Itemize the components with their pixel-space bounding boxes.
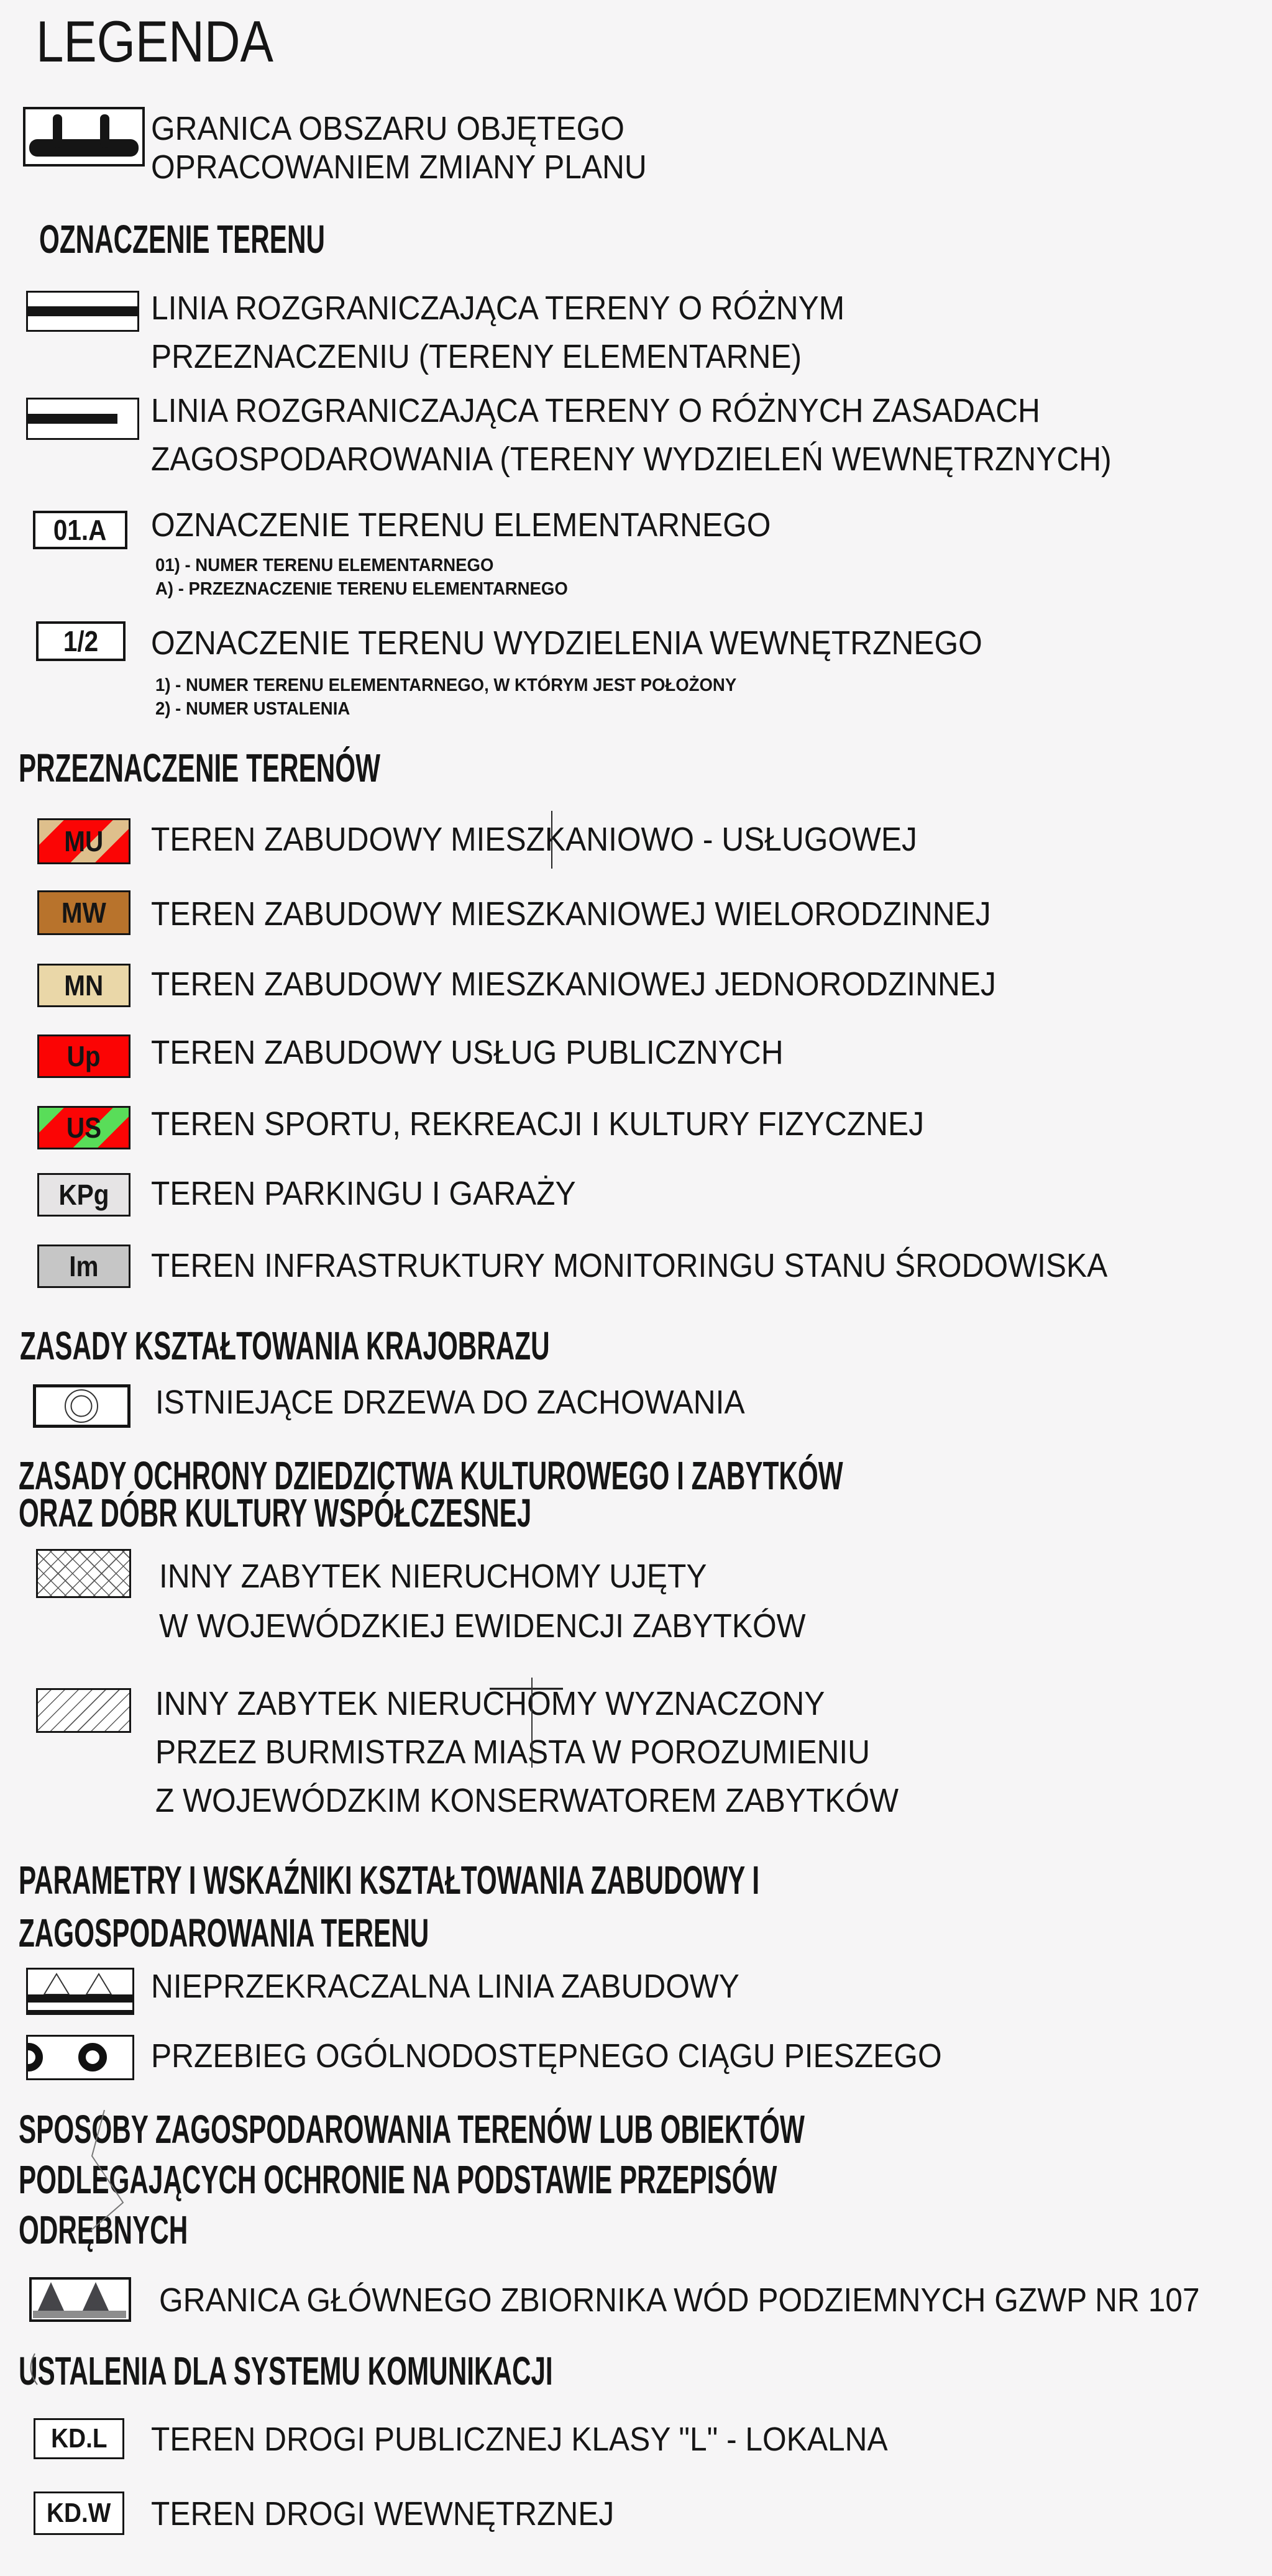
zone-code-mw: MW [62, 897, 106, 929]
plan-boundary-symbol [23, 107, 145, 167]
tree-rings-icon [36, 1387, 127, 1425]
road-label-kdl: TEREN DROGI PUBLICZNEJ KLASY "L" - LOKALNA [151, 2421, 888, 2458]
zone-code-im: Im [69, 1250, 99, 1282]
elementary-area-code: 01.A [53, 514, 107, 546]
heritage-mayor-symbol [36, 1688, 131, 1733]
dividing-line-elementary-symbol [26, 291, 139, 332]
section-heading-dziedzictwo: ZASADY OCHRONY DZIEDZICTWA KULTUROWEGO I ZABYTKÓW ORAZ DÓBR KULTURY WSPÓŁCZESNEJ [19, 1453, 843, 1535]
zone-code-us: US [66, 1112, 102, 1144]
zone-swatch-mn [37, 964, 130, 1007]
internal-area-label: OZNACZENIE TERENU WYDZIELENIA WEWNĘTRZNEGO [151, 624, 982, 662]
zone-label-mn: TEREN ZABUDOWY MIESZKANIOWEJ JEDNORODZINNEJ [151, 966, 996, 1003]
road-label-kdw: TEREN DROGI WEWNĘTRZNEJ [151, 2495, 615, 2533]
zone-label-kpg: TEREN PARKINGU I GARAŻY [151, 1175, 576, 1212]
zone-swatch-mw [37, 890, 130, 935]
heritage-listed-label: INNY ZABYTEK NIERUCHOMY UJĘTY W WOJEWÓDZKIEJ EWIDENCJI ZABYTKÓW [159, 1558, 806, 1645]
gzwp-triangles-icon [32, 2280, 129, 2319]
heritage-listed-symbol [36, 1549, 131, 1598]
heritage-mayor-label: INNY ZABYTEK NIERUCHOMY WYZNACZONY PRZEZ BURMISTRZA MIASTA W POROZUMIENIU Z WOJEWÓDZKIM KONSERWATOREM ZABYTKÓW [155, 1685, 899, 1819]
plan-boundary-label: GRANICA OBSZARU OBJĘTEGO OPRACOWANIEM ZMIANY PLANU [151, 110, 647, 186]
zone-code-up: Up [67, 1040, 101, 1072]
zone-label-mw: TEREN ZABUDOWY MIESZKANIOWEJ WIELORODZINNEJ [151, 895, 991, 933]
zone-swatch-up [37, 1035, 130, 1078]
gzwp-boundary-label: GRANICA GŁÓWNEGO ZBIORNIKA WÓD PODZIEMNYCH GZWP NR 107 [159, 2281, 1200, 2319]
zone-swatch-kpg [37, 1173, 130, 1217]
zone-code-mn: MN [64, 969, 104, 1002]
zone-label-us: TEREN SPORTU, REKREACJI I KULTURY FIZYCZNEJ [151, 1105, 925, 1143]
pedestrian-route-label: PRZEBIEG OGÓLNODOSTĘPNEGO CIĄGU PIESZEGO [151, 2037, 942, 2075]
zone-swatch-im [37, 1245, 130, 1288]
zone-swatch-us [37, 1106, 130, 1149]
elementary-area-notes: 01) - NUMER TERENU ELEMENTARNEGO A) - PRZEZNACZENIE TERENU ELEMENTARNEGO [155, 555, 568, 599]
building-line-label: NIEPRZEKRACZALNA LINIA ZABUDOWY [151, 1968, 739, 2005]
pedestrian-route-symbol [26, 2035, 134, 2080]
road-code-box-kdl [34, 2418, 124, 2459]
zone-code-mu: MU [64, 825, 104, 857]
dividing-line-internal-label: LINIA ROZGRANICZAJĄCA TERENY O RÓŻNYCH ZASADACH ZAGOSPODAROWANIA (TERENY WYDZIELEŃ WEWNĘTRZNYCH) [151, 392, 1112, 478]
thick-dash-icon [28, 414, 117, 424]
section-heading-przeznaczenie: PRZEZNACZENIE TERENÓW [19, 746, 380, 790]
pedestrian-route-icon [28, 2037, 132, 2078]
section-heading-krajobraz: ZASADY KSZTAŁTOWANIA KRAJOBRAZU [20, 1323, 550, 1368]
section-heading-parametry: PARAMETRY I WSKAŹNIKI KSZTAŁTOWANIA ZABUDOWY I ZAGOSPODAROWANIA TERENU [19, 1858, 760, 1955]
tree-preservation-symbol [33, 1384, 130, 1428]
zone-label-im: TEREN INFRASTRUKTURY MONITORINGU STANU ŚRODOWISKA [151, 1247, 1108, 1284]
building-line-symbol [26, 1968, 134, 2015]
road-code-kdw: KD.W [47, 2498, 111, 2528]
elementary-area-code-box [33, 511, 127, 549]
building-line-icon [28, 1970, 132, 2010]
page-title: LEGENDA [36, 9, 273, 74]
section-heading-sposoby: SPOSOBY ZAGOSPODAROWANIA TERENÓW LUB OBIEKTÓW PODLEGAJĄCYCH OCHRONIE NA PODSTAWIE PRZEPISÓW ODRĘBNYCH [19, 2107, 805, 2252]
elementary-area-label: OZNACZENIE TERENU ELEMENTARNEGO [151, 506, 771, 544]
internal-area-code-box [36, 621, 126, 661]
road-code-kdl: KD.L [50, 2423, 108, 2454]
dividing-line-internal-symbol [26, 398, 139, 440]
section-heading-oznaczenie: OZNACZENIE TERENU [39, 217, 325, 262]
dividing-line-elementary-label: LINIA ROZGRANICZAJĄCA TERENY O RÓŻNYM PRZEZNACZENIU (TERENY ELEMENTARNE) [151, 290, 845, 375]
tree-preservation-label: ISTNIEJĄCE DRZEWA DO ZACHOWANIA [155, 1384, 745, 1421]
zone-code-kpg: KPg [58, 1179, 109, 1211]
section-heading-komunikacja: USTALENIA DLA SYSTEMU KOMUNIKACJI [19, 2349, 553, 2393]
thick-line-icon [28, 306, 137, 316]
boundary-ticks-icon [25, 109, 142, 164]
gzwp-boundary-symbol [29, 2277, 131, 2322]
zone-label-mu: TEREN ZABUDOWY MIESZKANIOWO - USŁUGOWEJ [151, 821, 917, 858]
zone-label-up: TEREN ZABUDOWY USŁUG PUBLICZNYCH [151, 1034, 784, 1071]
internal-area-code: 1/2 [63, 625, 99, 657]
zone-swatch-mu [37, 818, 130, 864]
road-code-box-kdw [34, 2492, 124, 2535]
internal-area-notes: 1) - NUMER TERENU ELEMENTARNEGO, W KTÓRYM JEST POŁOŻONY 2) - NUMER USTALENIA [155, 675, 737, 719]
